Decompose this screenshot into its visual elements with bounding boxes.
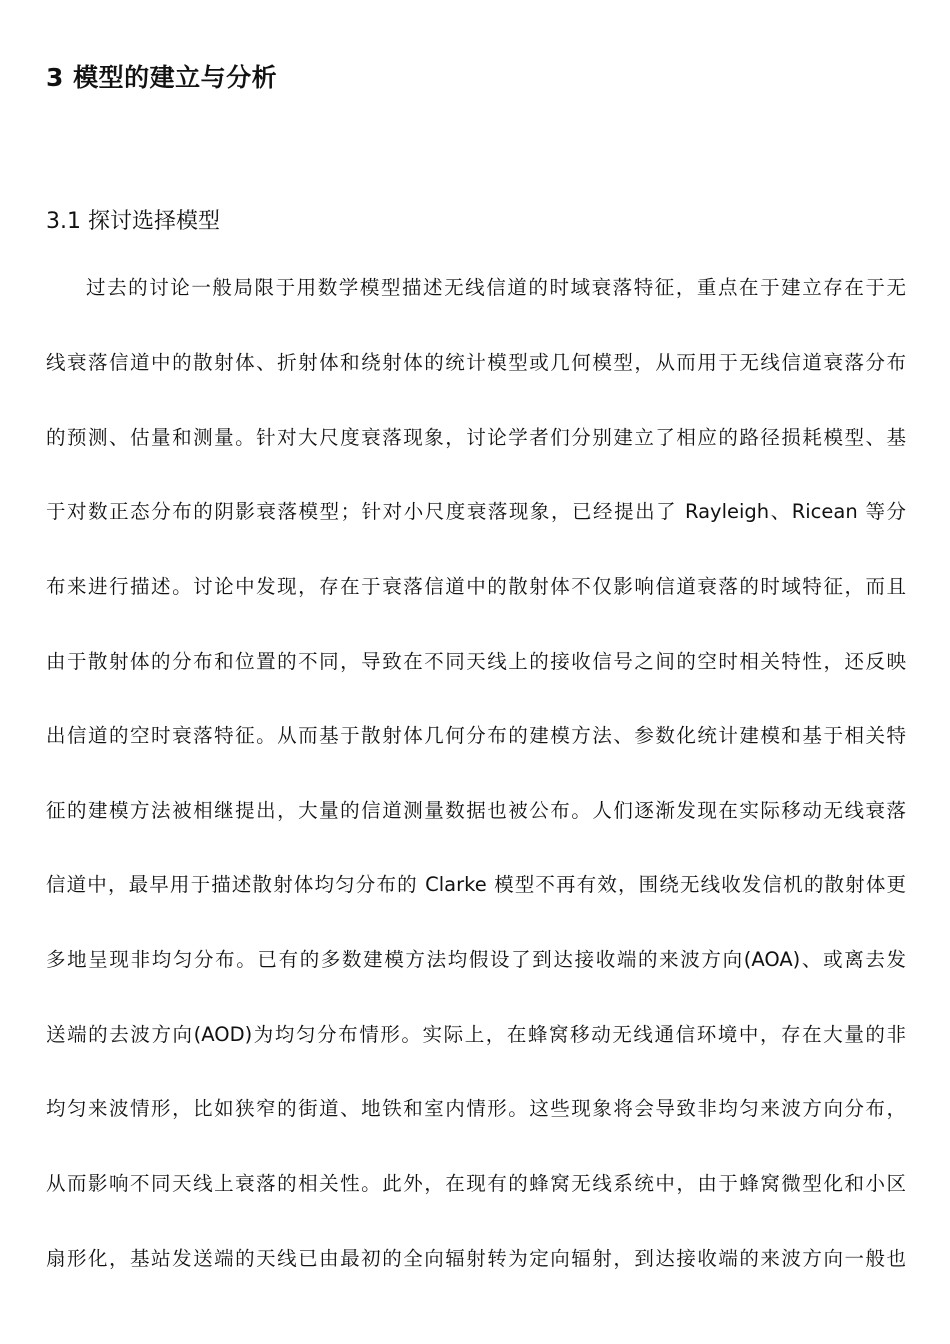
paragraph-line: 征的建模方法被相继提出，大量的信道测量数据也被公布。人们逐渐发现在实际移动无线衰落 bbox=[46, 799, 906, 822]
section-heading: 3 模型的建立与分析 bbox=[46, 63, 278, 92]
paragraph-line: 多地呈现非均匀分布。已有的多数建模方法均假设了到达接收端的来波方向(AOA)、或离去发 bbox=[46, 948, 906, 971]
paragraph-line: 布来进行描述。讨论中发现，存在于衰落信道中的散射体不仅影响信道衰落的时域特征，而且 bbox=[46, 575, 906, 598]
paragraph-line: 均匀来波情形，比如狭窄的街道、地铁和室内情形。这些现象将会导致非均匀来波方向分布， bbox=[46, 1097, 906, 1120]
paragraph-line: 送端的去波方向(AOD)为均匀分布情形。实际上，在蜂窝移动无线通信环境中，存在大量的非 bbox=[46, 1023, 906, 1046]
paragraph-line: 扇形化，基站发送端的天线已由最初的全向辐射转为定向辐射，到达接收端的来波方向一般也 bbox=[46, 1247, 906, 1270]
paragraph-line: 从而影响不同天线上衰落的相关性。此外，在现有的蜂窝无线系统中，由于蜂窝微型化和小区 bbox=[46, 1172, 906, 1195]
paragraph-line: 线衰落信道中的散射体、折射体和绕射体的统计模型或几何模型，从而用于无线信道衰落分布 bbox=[46, 351, 906, 374]
paragraph-line: 出信道的空时衰落特征。从而基于散射体几何分布的建模方法、参数化统计建模和基于相关特 bbox=[46, 724, 906, 747]
paragraph-line: 过去的讨论一般局限于用数学模型描述无线信道的时域衰落特征，重点在于建立存在于无 bbox=[86, 276, 906, 299]
paragraph-line: 由于散射体的分布和位置的不同，导致在不同天线上的接收信号之间的空时相关特性，还反映 bbox=[46, 650, 906, 673]
paragraph-line: 于对数正态分布的阴影衰落模型；针对小尺度衰落现象，已经提出了 Rayleigh、Ricean 等分 bbox=[46, 500, 906, 523]
paragraph-line: 的预测、估量和测量。针对大尺度衰落现象，讨论学者们分别建立了相应的路径损耗模型、基 bbox=[46, 426, 906, 449]
subsection-heading: 3.1 探讨选择模型 bbox=[46, 209, 220, 234]
paragraph-line: 信道中，最早用于描述散射体均匀分布的 Clarke 模型不再有效，围绕无线收发信机的散射体更 bbox=[46, 873, 906, 896]
